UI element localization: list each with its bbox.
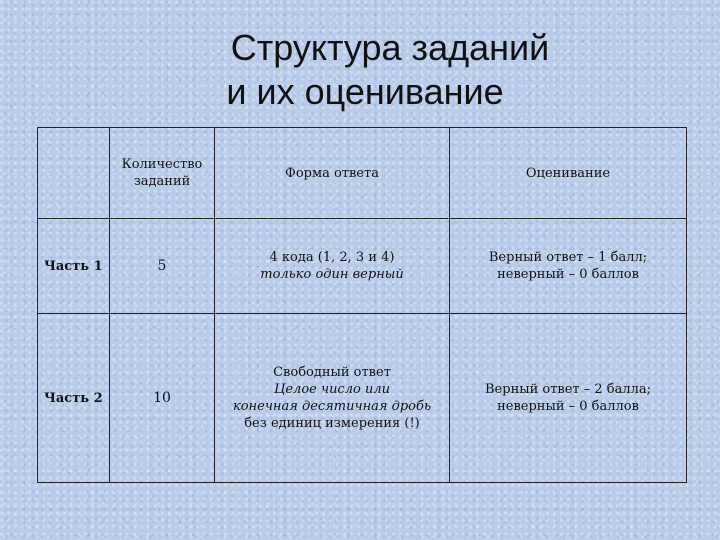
row-part-2-grade-line-2: неверный – 0 баллов [497,399,639,414]
row-part-1-grade-line-1: Верный ответ – 1 балл; [488,250,648,265]
title-line-2: и их оценивание [226,71,504,112]
row-part-1-count: 5 [110,219,215,314]
row-part-1-form-line-2: только один верный [260,267,404,282]
slide-title [0,26,720,114]
row-part-2-form-line-2: Целое число или [274,382,390,397]
row-part-2-form-line-3: конечная десятичная дробь [232,399,432,414]
row-part-1-grade-line-2: неверный – 0 баллов [497,267,639,282]
row-part-1-answer-form [215,219,450,314]
table-header-row [38,128,687,219]
row-part-2-grading [450,314,687,483]
row-part-1-form-line-1: 4 кода (1, 2, 3 и 4) [269,250,395,265]
row-part-2-form-line-1: Свободный ответ [273,365,391,380]
row-part-1-grading [450,219,687,314]
row-part-2-form-line-4: без единиц измерения (!) [244,416,420,431]
header-count [110,128,215,219]
row-part-2-grade-line-1: Верный ответ – 2 балла; [485,382,651,397]
header-count-line-2: заданий [133,174,191,189]
header-count-line-1: Количество [121,157,203,172]
table-row-part-1 [38,219,687,314]
row-part-2-label: Часть 2 [38,314,110,483]
row-part-2-count: 10 [110,314,215,483]
title-line-1: Структура заданий [230,27,550,68]
header-empty-cell [38,128,110,219]
structure-table [37,127,687,483]
header-grading: Оценивание [450,128,687,219]
row-part-1-label: Часть 1 [38,219,110,314]
header-answer-form: Форма ответа [215,128,450,219]
row-part-2-answer-form [215,314,450,483]
table-row-part-2 [38,314,687,483]
